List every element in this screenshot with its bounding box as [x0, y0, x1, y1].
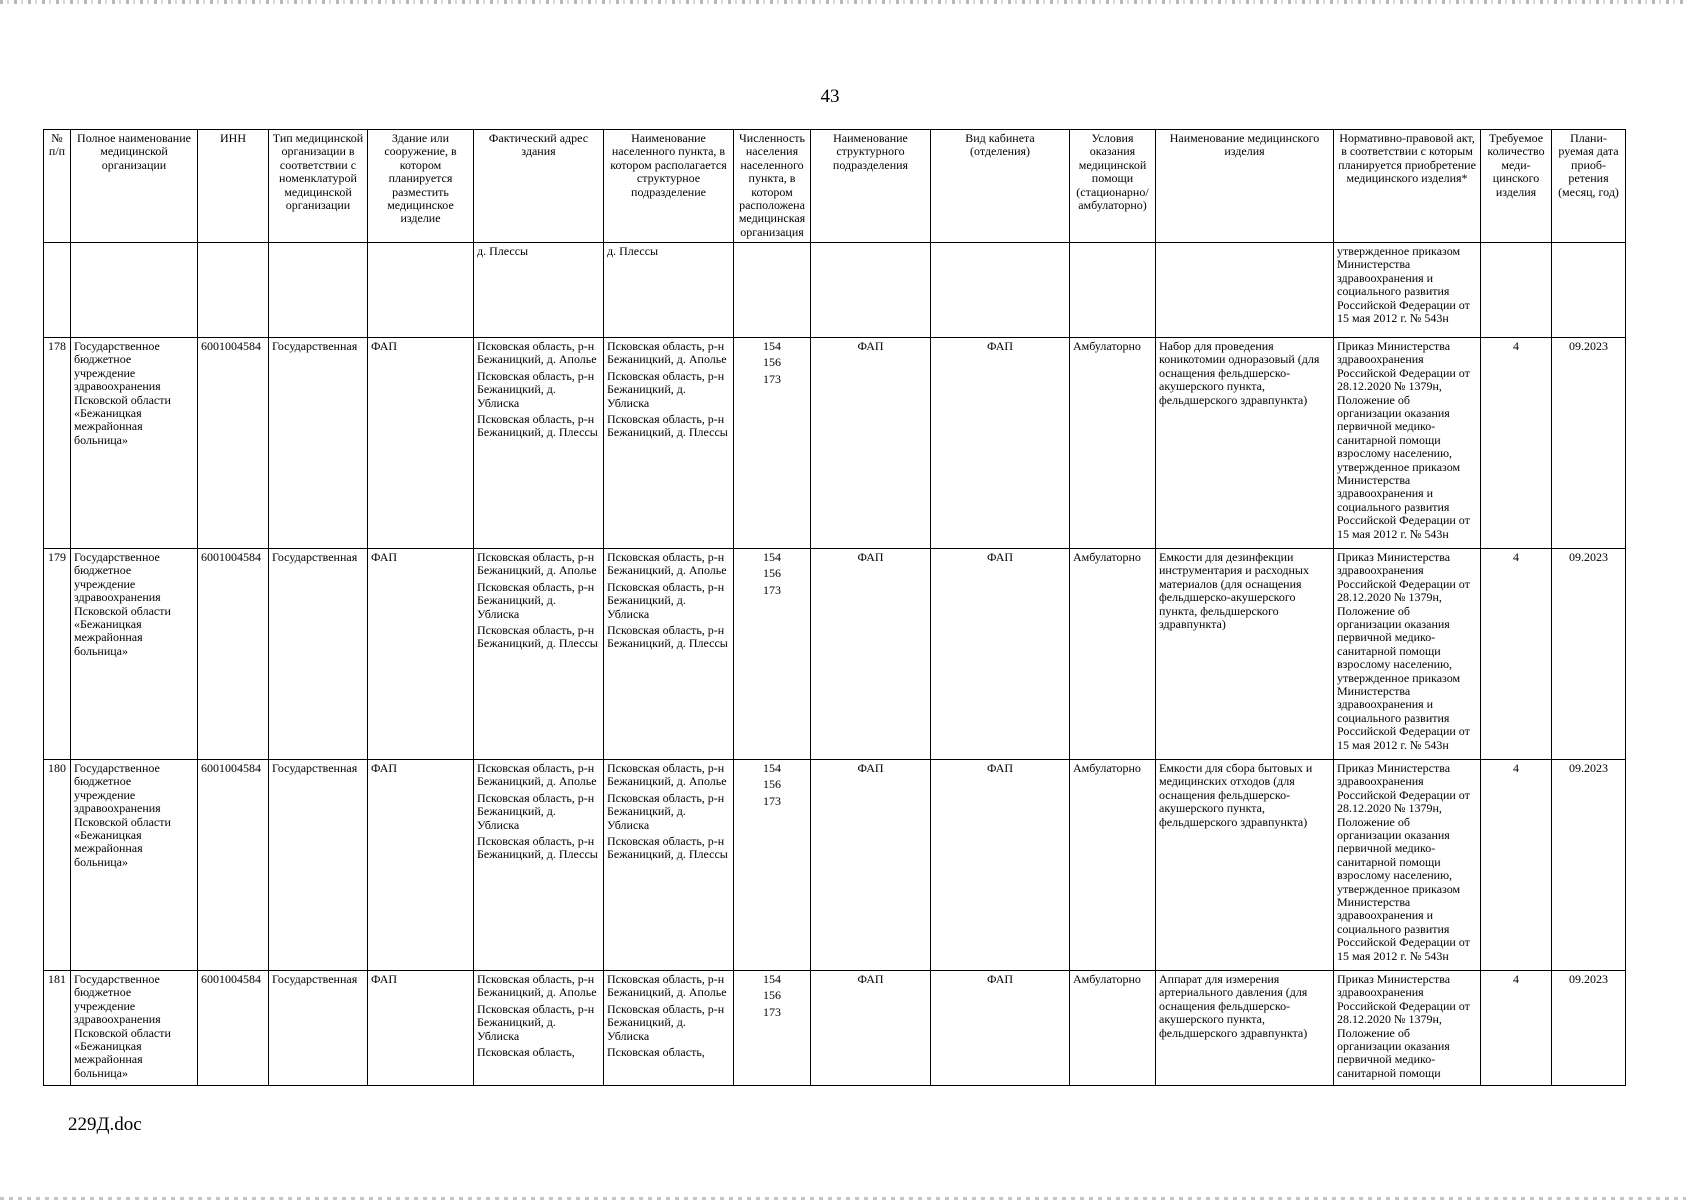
inn-cell: 6001004584 — [198, 549, 269, 760]
cabinet-cell: ФАП — [931, 549, 1070, 760]
population-value: 173 — [763, 582, 781, 597]
settlement-line: Псковская область, — [607, 1045, 705, 1060]
scan-edge-top — [0, 0, 1686, 4]
address-line: Псковская область, р-н Бежаницкий, д. Плессы — [477, 623, 598, 651]
header-cell: Условия оказания медицинской помощи (стационарно/ амбулаторно) — [1070, 130, 1156, 243]
quantity-cell: 4 — [1481, 971, 1552, 1086]
device-cell: Набор для проведения коникотомии одноразовый (для оснащения фельдшерско-акушерского пункта, фельдшерского здравпункта) — [1156, 338, 1334, 549]
quantity-cell: 4 — [1481, 760, 1552, 971]
cabinet-cell: ФАП — [931, 760, 1070, 971]
population-cell — [734, 971, 811, 1086]
header-cell: Полное наименование медицинской организации — [71, 130, 198, 243]
population-value: 156 — [763, 355, 781, 370]
settlement-line: Псковская область, р-н Бежаницкий, д. Плессы — [607, 623, 728, 651]
page-number: 43 — [820, 86, 840, 107]
inn-cell: 6001004584 — [198, 971, 269, 1086]
quantity-cell: 4 — [1481, 338, 1552, 549]
act-cell: утвержденное приказом Министерства здравоохранения и социального развития Российской Федерации от 15 мая 2012 г. № 543н — [1334, 243, 1481, 338]
header-cell: ИНН — [198, 130, 269, 243]
settlement-cell: д. Плессы — [604, 243, 734, 338]
settlement-cell — [604, 549, 734, 760]
population-value: 173 — [763, 371, 781, 386]
table-row — [44, 338, 1626, 549]
organization-cell: Государственное бюджетное учреждение здравоохранения Псковской области «Бежаницкая межрайонная больница» — [71, 971, 198, 1086]
date-cell: 09.2023 — [1552, 549, 1626, 760]
population-value: 156 — [763, 988, 781, 1003]
conditions-cell: Амбулаторно — [1070, 549, 1156, 760]
header-cell: № п/п — [44, 130, 71, 243]
device-cell: Аппарат для измерения артериального давления (для оснащения фельдшерско-акушерского пункта, фельдшерского здравпункта) — [1156, 971, 1334, 1086]
header-cell: Численность населения населенного пункта, в котором расположена медицинская организация — [734, 130, 811, 243]
settlement-cell — [604, 760, 734, 971]
address-line: Псковская область, р-н Бежаницкий, д. Плессы — [477, 412, 598, 440]
settlement-line: Псковская область, р-н Бежаницкий, д. Ублиска — [607, 368, 725, 410]
header-cell: Вид кабинета (отделения) — [931, 130, 1070, 243]
settlement-line: Псковская область, р-н Бежаницкий, д. Ублиска — [607, 579, 725, 621]
settlement-line: Псковская область, р-н Бежаницкий, д. Аполье — [607, 972, 727, 1000]
header-row — [44, 130, 1626, 243]
address-cell — [474, 549, 604, 760]
settlement-line: Псковская область, р-н Бежаницкий, д. Аполье — [607, 339, 727, 367]
header-cell: Здание или сооружение, в котором планируется разместить медицинское изделие — [368, 130, 474, 243]
table-row — [44, 971, 1626, 1086]
table-row-continuation — [44, 243, 1626, 338]
inn-cell: 6001004584 — [198, 760, 269, 971]
population-value: 154 — [763, 761, 781, 775]
act-cell: Приказ Министерства здравоохранения Российской Федерации от 28.12.2020 № 1379н, Положение об организации оказания первичной медико-санитарной помощи взрослому населению, утвержденное приказом Министерства здравоохранения и социального развития Российской Федерации от 15 мая 2012 г. № 543н — [1334, 760, 1481, 971]
address-line: Псковская область, р-н Бежаницкий, д. Аполье — [477, 972, 597, 1000]
population-value: 154 — [763, 972, 781, 986]
header-cell: Тип медицинской организации в соответствии с номенклатурой медицинской организации — [269, 130, 368, 243]
header-cell: Плани- руемая дата приоб- ретения (месяц, год) — [1552, 130, 1626, 243]
device-cell: Емкости для сбора бытовых и медицинских отходов (для оснащения фельдшерско-акушерского пункта, фельдшерского здравпункта) — [1156, 760, 1334, 971]
footer-filename: 229Д.doc — [68, 1114, 142, 1135]
settlement-line: Псковская область, р-н Бежаницкий, д. Ублиска — [607, 790, 725, 832]
header-cell: Фактический адрес здания — [474, 130, 604, 243]
row-number-cell: 179 — [44, 549, 71, 760]
population-cell — [734, 338, 811, 549]
population-value: 154 — [763, 550, 781, 564]
building-cell: ФАП — [368, 760, 474, 971]
row-number-cell: 178 — [44, 338, 71, 549]
conditions-cell: Амбулаторно — [1070, 971, 1156, 1086]
building-cell: ФАП — [368, 971, 474, 1086]
act-cell: Приказ Министерства здравоохранения Российской Федерации от 28.12.2020 № 1379н, Положение об организации оказания первичной медико-санитарной помощи взрослому населению, утвержденное приказом Министерства здравоохранения и социального развития Российской Федерации от 15 мая 2012 г. № 543н — [1334, 549, 1481, 760]
settlement-line: Псковская область, р-н Бежаницкий, д. Плессы — [607, 412, 728, 440]
population-cell — [734, 549, 811, 760]
address-line: Псковская область, р-н Бежаницкий, д. Ублиска — [477, 579, 595, 621]
org-type-cell: Государственная — [269, 549, 368, 760]
header-cell: Наименование населенного пункта, в котором располагается структурное подразделение — [604, 130, 734, 243]
population-cell — [734, 760, 811, 971]
cabinet-cell: ФАП — [931, 338, 1070, 549]
building-cell: ФАП — [368, 549, 474, 760]
unit-cell: ФАП — [811, 549, 931, 760]
organization-cell: Государственное бюджетное учреждение здравоохранения Псковской области «Бежаницкая межрайонная больница» — [71, 760, 198, 971]
org-type-cell: Государственная — [269, 971, 368, 1086]
address-cell: д. Плессы — [474, 243, 604, 338]
population-value: 154 — [763, 339, 781, 353]
date-cell: 09.2023 — [1552, 971, 1626, 1086]
address-line: Псковская область, р-н Бежаницкий, д. Ублиска — [477, 368, 595, 410]
settlement-cell — [604, 338, 734, 549]
address-line: Псковская область, р-н Бежаницкий, д. Плессы — [477, 834, 598, 862]
unit-cell: ФАП — [811, 971, 931, 1086]
building-cell: ФАП — [368, 338, 474, 549]
settlement-line: Псковская область, р-н Бежаницкий, д. Аполье — [607, 550, 727, 578]
date-cell: 09.2023 — [1552, 760, 1626, 971]
unit-cell: ФАП — [811, 760, 931, 971]
organization-cell: Государственное бюджетное учреждение здравоохранения Псковской области «Бежаницкая межрайонная больница» — [71, 338, 198, 549]
conditions-cell: Амбулаторно — [1070, 338, 1156, 549]
settlement-line: Псковская область, р-н Бежаницкий, д. Ублиска — [607, 1001, 725, 1043]
address-cell — [474, 338, 604, 549]
row-number-cell: 181 — [44, 971, 71, 1086]
header-cell: Наименование структурного подразделения — [811, 130, 931, 243]
org-type-cell: Государственная — [269, 760, 368, 971]
address-line: Псковская область, — [477, 1045, 575, 1060]
device-cell: Емкости для дезинфекции инструментария и расходных материалов (для оснащения фельдшерско-акушерского пункта, фельдшерского здравпункта) — [1156, 549, 1334, 760]
table-row — [44, 549, 1626, 760]
address-line: Псковская область, р-н Бежаницкий, д. Ублиска — [477, 1001, 595, 1043]
address-line: Псковская область, р-н Бежаницкий, д. Аполье — [477, 550, 597, 578]
organization-cell: Государственное бюджетное учреждение здравоохранения Псковской области «Бежаницкая межрайонная больница» — [71, 549, 198, 760]
cabinet-cell: ФАП — [931, 971, 1070, 1086]
population-value: 173 — [763, 1004, 781, 1019]
act-cell: Приказ Министерства здравоохранения Российской Федерации от 28.12.2020 № 1379н, Положение об организации оказания первичной медико-санитарной помощи взрослому населению, утвержденное приказом Министерства здравоохранения и социального развития Российской Федерации от 15 мая 2012 г. № 543н — [1334, 338, 1481, 549]
quantity-cell: 4 — [1481, 549, 1552, 760]
header-cell: Нормативно-правовой акт, в соответствии с которым планируется приобретение медицинского изделия* — [1334, 130, 1481, 243]
unit-cell: ФАП — [811, 338, 931, 549]
act-cell: Приказ Министерства здравоохранения Российской Федерации от 28.12.2020 № 1379н, Положение об организации оказания первичной медико-санитарной помощи — [1334, 971, 1481, 1086]
address-line: Псковская область, р-н Бежаницкий, д. Аполье — [477, 761, 597, 789]
settlement-line: Псковская область, р-н Бежаницкий, д. Аполье — [607, 761, 727, 789]
org-type-cell: Государственная — [269, 338, 368, 549]
address-line: Псковская область, р-н Бежаницкий, д. Ублиска — [477, 790, 595, 832]
address-cell — [474, 971, 604, 1086]
population-value: 156 — [763, 777, 781, 792]
population-value: 173 — [763, 793, 781, 808]
date-cell: 09.2023 — [1552, 338, 1626, 549]
conditions-cell: Амбулаторно — [1070, 760, 1156, 971]
settlement-line: Псковская область, р-н Бежаницкий, д. Плессы — [607, 834, 728, 862]
inn-cell: 6001004584 — [198, 338, 269, 549]
settlement-cell — [604, 971, 734, 1086]
address-cell — [474, 760, 604, 971]
population-value: 156 — [763, 566, 781, 581]
table-row — [44, 760, 1626, 971]
equipment-table — [43, 129, 1626, 1086]
header-cell: Наименование медицинского изделия — [1156, 130, 1334, 243]
header-cell: Требуемое количество меди- цинского изделия — [1481, 130, 1552, 243]
address-line: Псковская область, р-н Бежаницкий, д. Аполье — [477, 339, 597, 367]
row-number-cell: 180 — [44, 760, 71, 971]
